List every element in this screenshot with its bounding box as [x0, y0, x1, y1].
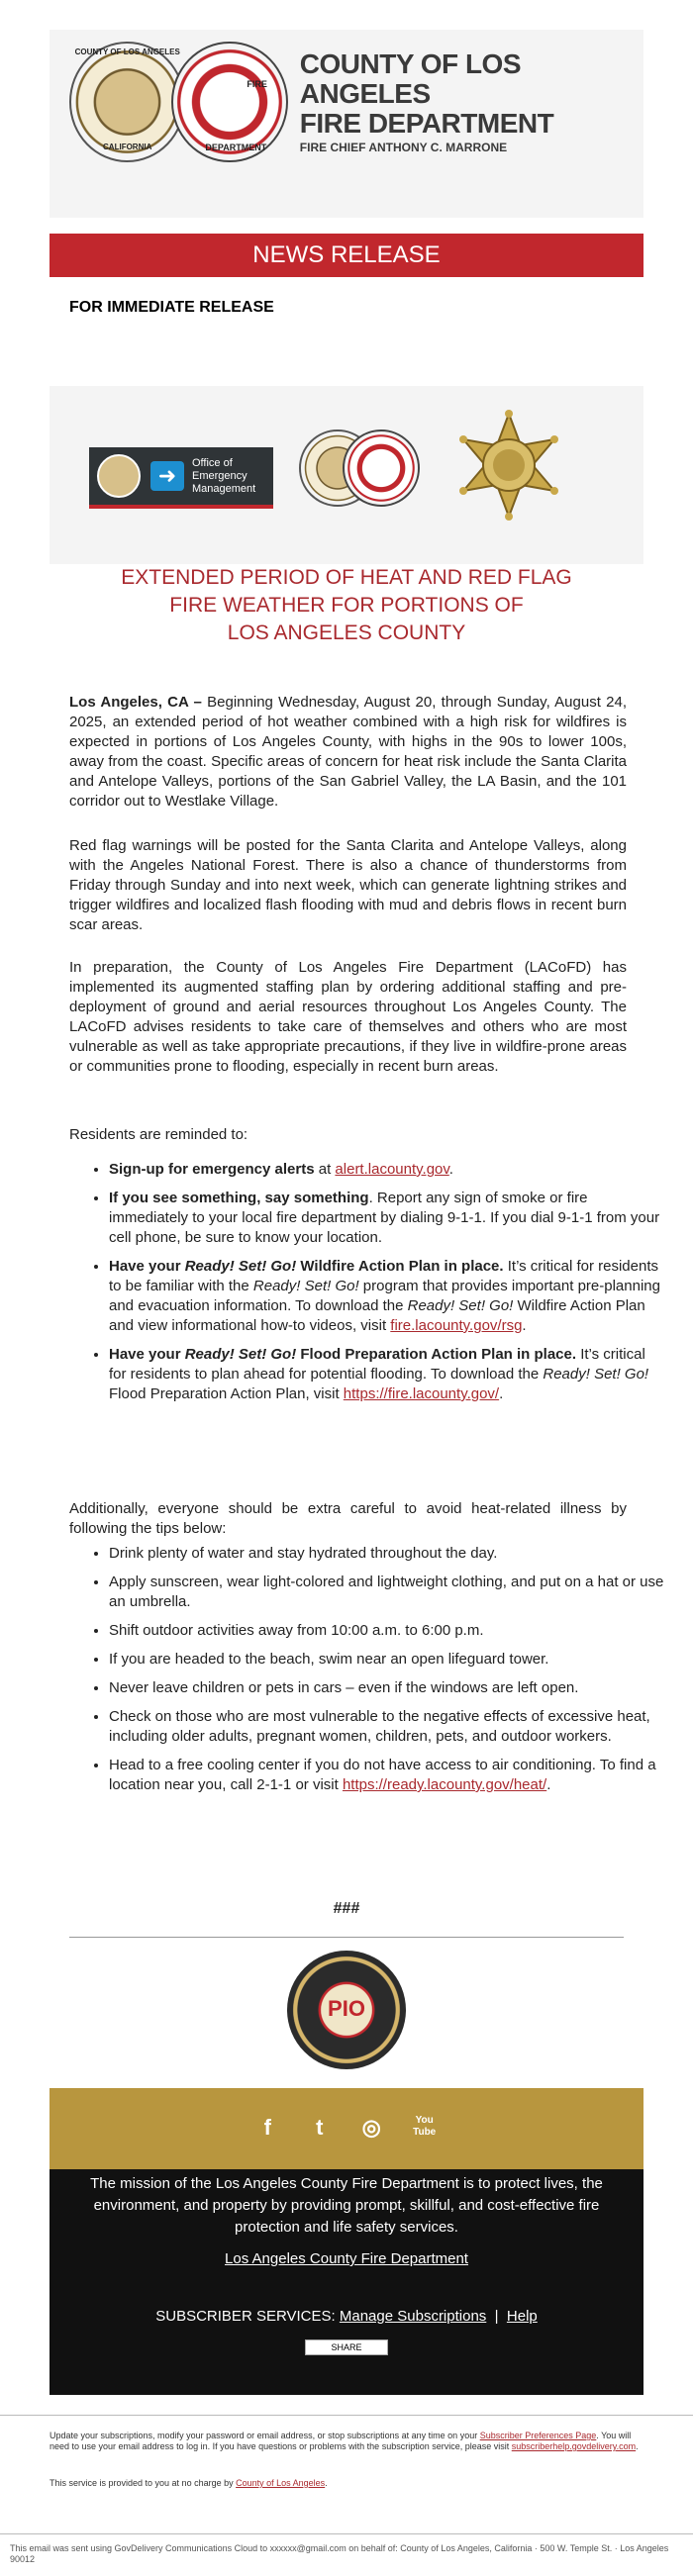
sent-by-notice: This email was sent using GovDelivery Communications Cloud to xxxxxx@gmail.com on behalf of: County of Los Angeles, California · 500 W. Temple St. · Los Angeles 90012 [10, 2543, 669, 2564]
social-bar [50, 2088, 644, 2169]
badge-bottom-text: DEPARTMENT [205, 143, 267, 152]
fire-department-badge-logo [171, 42, 287, 162]
badge-top-text: FIRE [247, 79, 267, 89]
list-item [109, 1189, 666, 1248]
heat-illness-text: Additionally, everyone should be extra careful to avoid heat-related illness by following the tips below: [69, 1500, 627, 1537]
twitter-icon[interactable]: t [316, 2115, 324, 2140]
headline-line-3: LOS ANGELES COUNTY [227, 621, 466, 644]
sheriff-star-badge-logo [453, 410, 564, 521]
oem-seal-icon [97, 454, 141, 498]
reminder-after: . [499, 1385, 504, 1402]
fire-badge-small-logo [343, 429, 420, 507]
list-item [109, 1160, 666, 1180]
reminder-text: It’s critical for residents to be familiar with the [109, 1258, 659, 1294]
ready-heat-link[interactable]: https://ready.lacounty.gov/heat/ [342, 1776, 547, 1793]
oem-arrow-icon: ➜ [150, 461, 184, 491]
reminder-bold: Have your [109, 1258, 185, 1275]
subscriber-services-label: SUBSCRIBER SERVICES: [155, 2308, 336, 2325]
service-provided-line [50, 2478, 644, 2489]
end-marker: ### [333, 1900, 360, 1917]
reminder-text: Flood Preparation Action Plan, visit [109, 1385, 344, 1402]
partner-logos [50, 386, 644, 564]
fire-department-link[interactable]: Los Angeles County Fire Department [225, 2250, 468, 2267]
title-line-2: FIRE DEPARTMENT [299, 108, 554, 139]
seal-bottom-text: CALIFORNIA [103, 143, 152, 151]
reminder-bold: If you see something, say something [109, 1190, 369, 1206]
headline-line-1: EXTENDED PERIOD OF HEAT AND RED FLAG [121, 566, 572, 589]
paragraph-heat-illness [69, 1499, 627, 1539]
list-item: • Apply sunscreen, wear light-colored and lightweight clothing, and put on a hat or use an umbrella. [109, 1573, 666, 1612]
reminder-after: . [448, 1161, 453, 1178]
youtube-icon[interactable]: You Tube [413, 2115, 437, 2138]
reminder-bold: Sign-up for emergency alerts [109, 1161, 315, 1178]
divider [69, 1937, 624, 1938]
paragraph-intro-text: Beginning Wednesday, August 20, through Sunday, August 24, 2025, an extended period of hot weather combined with a high risk for wildfires is expected in portions of Los Angeles County, with highs in the 90s to lower 100s, away from the coast. Specific areas of concern for heat risk include the Santa Clarita and Antelope Valleys, portions of the San Gabriel Valley, the LA Basin, and the 101 corridor out to Westlake Village. [69, 694, 627, 810]
heat-tips-list [69, 1544, 666, 1804]
reminder-bold-italic: Ready! Set! Go! [184, 1258, 297, 1275]
paragraph-preparation-text: In preparation, the County of Los Angeles Fire Department (LACoFD) has implemented its augmented staffing plan by ordering additional staffing and pre-deployment of ground and aerial resources throughout Los Angeles County. The LACoFD advises residents to take care of themselves and others who are most vulnerable as well as take appropriate precautions, if they live in wildfire-prone areas or communities prone to flooding, especially in recent burn areas. [69, 959, 627, 1075]
county-of-los-angeles-link[interactable]: County of Los Angeles [236, 2478, 326, 2488]
reminder-text: Wildfire Action Plan and view informational how-to videos, visit [109, 1297, 645, 1334]
paragraph-intro [69, 693, 627, 811]
subscriber-services [50, 2308, 644, 2325]
paragraph-preparation [69, 958, 627, 1077]
bottom-separator [0, 2533, 693, 2534]
fire-chief-name: FIRE CHIEF ANTHONY C. MARRONE [299, 141, 508, 154]
reminder-text: It’s critical for residents to plan ahead for potential flooding. To download the [109, 1346, 645, 1383]
update-text-3: . [636, 2441, 639, 2451]
seal-top-text: COUNTY OF LOS ANGELES [74, 48, 180, 56]
reminder-text: at [314, 1161, 336, 1178]
subscriber-preferences-link[interactable]: Subscriber Preferences Page [479, 2431, 597, 2440]
reminder-text: . Report any sign of smoke or fire immediately to your local fire department by dialing 9-1-1. If you dial 9-1-1 from your cell phone, be sure to know your location. [109, 1190, 660, 1246]
list-item [109, 1257, 666, 1336]
residents-reminded-text: Residents are reminded to: [69, 1126, 248, 1143]
title-line-1: COUNTY OF LOS ANGELES [299, 48, 521, 109]
fire-lacounty-link[interactable]: https://fire.lacounty.gov/ [343, 1385, 500, 1402]
provided-after: . [325, 2478, 328, 2488]
subscription-fine-print [50, 2431, 644, 2452]
reminder-bold-italic: Ready! Set! Go! [184, 1346, 297, 1363]
public-information-office-logo [287, 1951, 406, 2069]
update-text: Update your subscriptions, modify your password or email address, or stop subscriptions at any time on your [50, 2431, 480, 2440]
help-link[interactable]: Help [506, 2308, 538, 2325]
reminder-after: . [522, 1317, 527, 1334]
provided-text: This service is provided to you at no charge by [50, 2478, 237, 2488]
paragraph-red-flag-text: Red flag warnings will be posted for the Santa Clarita and Antelope Valleys, along with the Angeles National Forest. There is also a chance of thunderstorms from Friday through Sunday and into next week, which can generate lightning strikes and trigger wildfires and localized flash flooding with mud and debris flows in recent burn scar areas. [69, 837, 627, 933]
reminder-bold: Have your [109, 1346, 185, 1363]
reminder-bold: Wildfire Action Plan in place. [296, 1258, 504, 1275]
footer-mission-block [50, 2169, 644, 2395]
headline-line-2: FIRE WEATHER FOR PORTIONS OF [169, 594, 524, 617]
department-title [300, 49, 644, 154]
oem-text-line-2: Emergency [192, 469, 248, 482]
reminder-text: program that provides important pre-planning and evacuation information. To download the [109, 1278, 660, 1314]
list-item: • Never leave children or pets in cars – even if the windows are left open. [109, 1678, 666, 1698]
rsg-link[interactable]: fire.lacounty.gov/rsg [390, 1317, 523, 1334]
tip-after: . [546, 1776, 551, 1793]
paragraph-residents-reminded [69, 1125, 627, 1145]
header-banner [50, 30, 644, 218]
mission-statement: The mission of the Los Angeles County Fire Department is to protect lives, the environment, and property by providing prompt, skillful, and cost-effective fire protection and life safety services. [90, 2175, 603, 2236]
list-item: • If you are headed to the beach, swim near an open lifeguard tower. [109, 1650, 666, 1670]
reminder-italic: Ready! Set! Go! [543, 1366, 649, 1383]
share-button[interactable]: SHARE [305, 2339, 388, 2355]
dateline: Los Angeles, CA – [69, 694, 202, 711]
reminders-list [69, 1160, 666, 1413]
press-release-headline [69, 564, 624, 647]
list-item [109, 1345, 666, 1404]
list-item [109, 1756, 666, 1795]
instagram-icon[interactable]: ◎ [361, 2115, 381, 2140]
immediate-release-label: FOR IMMEDIATE RELEASE [69, 299, 274, 316]
reminder-bold: Flood Preparation Action Plan in place. [296, 1346, 577, 1363]
oem-text-line-3: Management [192, 482, 256, 495]
list-item: • Drink plenty of water and stay hydrated throughout the day. [109, 1544, 666, 1564]
oem-text-line-1: Office of [192, 456, 233, 469]
county-seal-logo [69, 42, 185, 162]
manage-subscriptions-link[interactable]: Manage Subscriptions [339, 2308, 487, 2325]
footer-separator [0, 2415, 693, 2416]
update-text-2: . You will need to use your email address to log in. If you have questions or problems with the subscription service, please visit [50, 2431, 632, 2451]
news-release-bar: NEWS RELEASE [50, 234, 644, 277]
alert-lacounty-link[interactable]: alert.lacounty.gov [335, 1161, 449, 1178]
pio-logo-text: PIO [328, 1996, 365, 2021]
subscriber-divider: | [494, 2308, 499, 2325]
list-item: • Check on those who are most vulnerable to the negative effects of excessive heat, including older adults, pregnant women, children, pets, and outdoor workers. [109, 1707, 666, 1747]
reminder-italic: Ready! Set! Go! [252, 1278, 359, 1294]
list-item: • Shift outdoor activities away from 10:00 a.m. to 6:00 p.m. [109, 1621, 666, 1641]
subscriberhelp-link[interactable]: subscriberhelp.govdelivery.com [511, 2441, 637, 2451]
facebook-icon[interactable]: f [263, 2115, 271, 2140]
paragraph-red-flag [69, 836, 627, 935]
cooling-center-text: Head to a free cooling center if you do not have access to air conditioning. To find a location near you, call 2-1-1 or visit [109, 1757, 656, 1793]
office-emergency-management-logo [89, 447, 273, 509]
reminder-italic: Ready! Set! Go! [407, 1297, 514, 1314]
